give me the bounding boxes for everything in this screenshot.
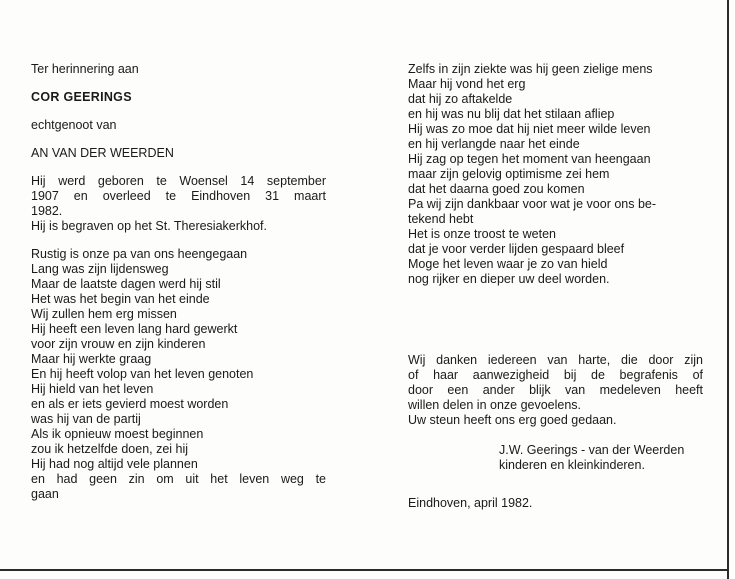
thanks-line: door een ander blijk van medeleven heeft: [408, 383, 703, 397]
bio-line: 1982.: [31, 204, 63, 218]
poem-line: Het is onze troost te weten: [408, 227, 556, 241]
intro-heading: Ter herinnering aan: [31, 62, 139, 76]
poem-line: maar zijn gelovig optimisme zei hem: [408, 167, 610, 181]
poem-line: Hij zag op tegen het moment van heengaan: [408, 152, 651, 166]
poem-line: Zelfs in zijn ziekte was hij geen zielige mens: [408, 62, 653, 76]
poem-line: En hij heeft volop van het leven genoten: [31, 367, 254, 381]
right-column: [408, 62, 703, 511]
bio-paragraph: [31, 174, 326, 234]
spouse-label: echtgenoot van: [31, 118, 117, 132]
poem-line: dat hij zo aftakelde: [408, 92, 513, 106]
poem-line: Hij was zo moe dat hij niet meer wilde leven: [408, 122, 651, 136]
poem-line: tekend hebt: [408, 212, 474, 226]
poem-line: dat het daarna goed zou komen: [408, 182, 585, 196]
poem-line: Maar de laatste dagen werd hij stil: [31, 277, 221, 291]
poem-line: en had geen zin om uit het leven weg te: [31, 472, 326, 486]
poem-line: Pa wij zijn dankbaar voor wat je voor ons be-: [408, 197, 657, 211]
deceased-name: COR GEERINGS: [31, 90, 132, 104]
poem-left: [31, 247, 326, 502]
poem-line: was hij van de partij: [31, 412, 141, 426]
signature-descendants: kinderen en kleinkinderen.: [499, 458, 645, 472]
poem-line: Maar hij vond het erg: [408, 77, 526, 91]
poem-line: Wij zullen hem erg missen: [31, 307, 177, 321]
poem-line: en hij was nu blij dat het stilaan afliep: [408, 107, 615, 121]
thanks-line: willen delen in onze gevoelens.: [408, 398, 582, 412]
bio-line: 1907 en overleed te Eindhoven 31 maart: [31, 189, 326, 203]
thanks-closing: Uw steun heeft ons erg goed gedaan.: [408, 413, 617, 427]
poem-line: Lang was zijn lijdensweg: [31, 262, 169, 276]
burial-line: Hij is begraven op het St. Theresiakerkhof.: [31, 219, 268, 233]
poem-line: voor zijn vrouw en zijn kinderen: [31, 337, 206, 351]
poem-line: Rustig is onze pa van ons heengegaan: [31, 247, 248, 261]
spouse-name: AN VAN DER WEERDEN: [31, 146, 174, 160]
card-edge-right: [727, 0, 729, 579]
thanks-paragraph: [408, 353, 703, 428]
signature-family: J.W. Geerings - van der Weerden: [499, 443, 685, 457]
poem-line: gaan: [31, 487, 59, 501]
poem-line: Moge het leven waar je zo van hield: [408, 257, 608, 271]
poem-line: Als ik opnieuw moest beginnen: [31, 427, 204, 441]
poem-line: Hij had nog altijd vele plannen: [31, 457, 198, 471]
poem-line: Het was het begin van het einde: [31, 292, 210, 306]
poem-right: [408, 62, 703, 287]
card-edge-bottom: [0, 569, 729, 571]
poem-line: Maar hij werkte graag: [31, 352, 152, 366]
thanks-line: of haar aanwezigheid bij de begrafenis of: [408, 368, 703, 382]
thanks-line: Wij danken iedereen van harte, die door zijn: [408, 353, 703, 367]
poem-line: en hij verlangde naar het einde: [408, 137, 580, 151]
left-column: [31, 62, 326, 502]
poem-line: nog rijker en dieper uw deel worden.: [408, 272, 610, 286]
poem-line: Hij heeft een leven lang hard gewerkt: [31, 322, 238, 336]
poem-line: zou ik hetzelfde doen, zei hij: [31, 442, 189, 456]
signature-block: [408, 443, 703, 473]
poem-line: Hij hield van het leven: [31, 382, 154, 396]
poem-line: en als er iets gevierd moest worden: [31, 397, 229, 411]
place-date: Eindhoven, april 1982.: [408, 496, 533, 510]
bio-line: Hij werd geboren te Woensel 14 september: [31, 174, 326, 188]
poem-line: dat je voor verder lijden gespaard bleef: [408, 242, 625, 256]
